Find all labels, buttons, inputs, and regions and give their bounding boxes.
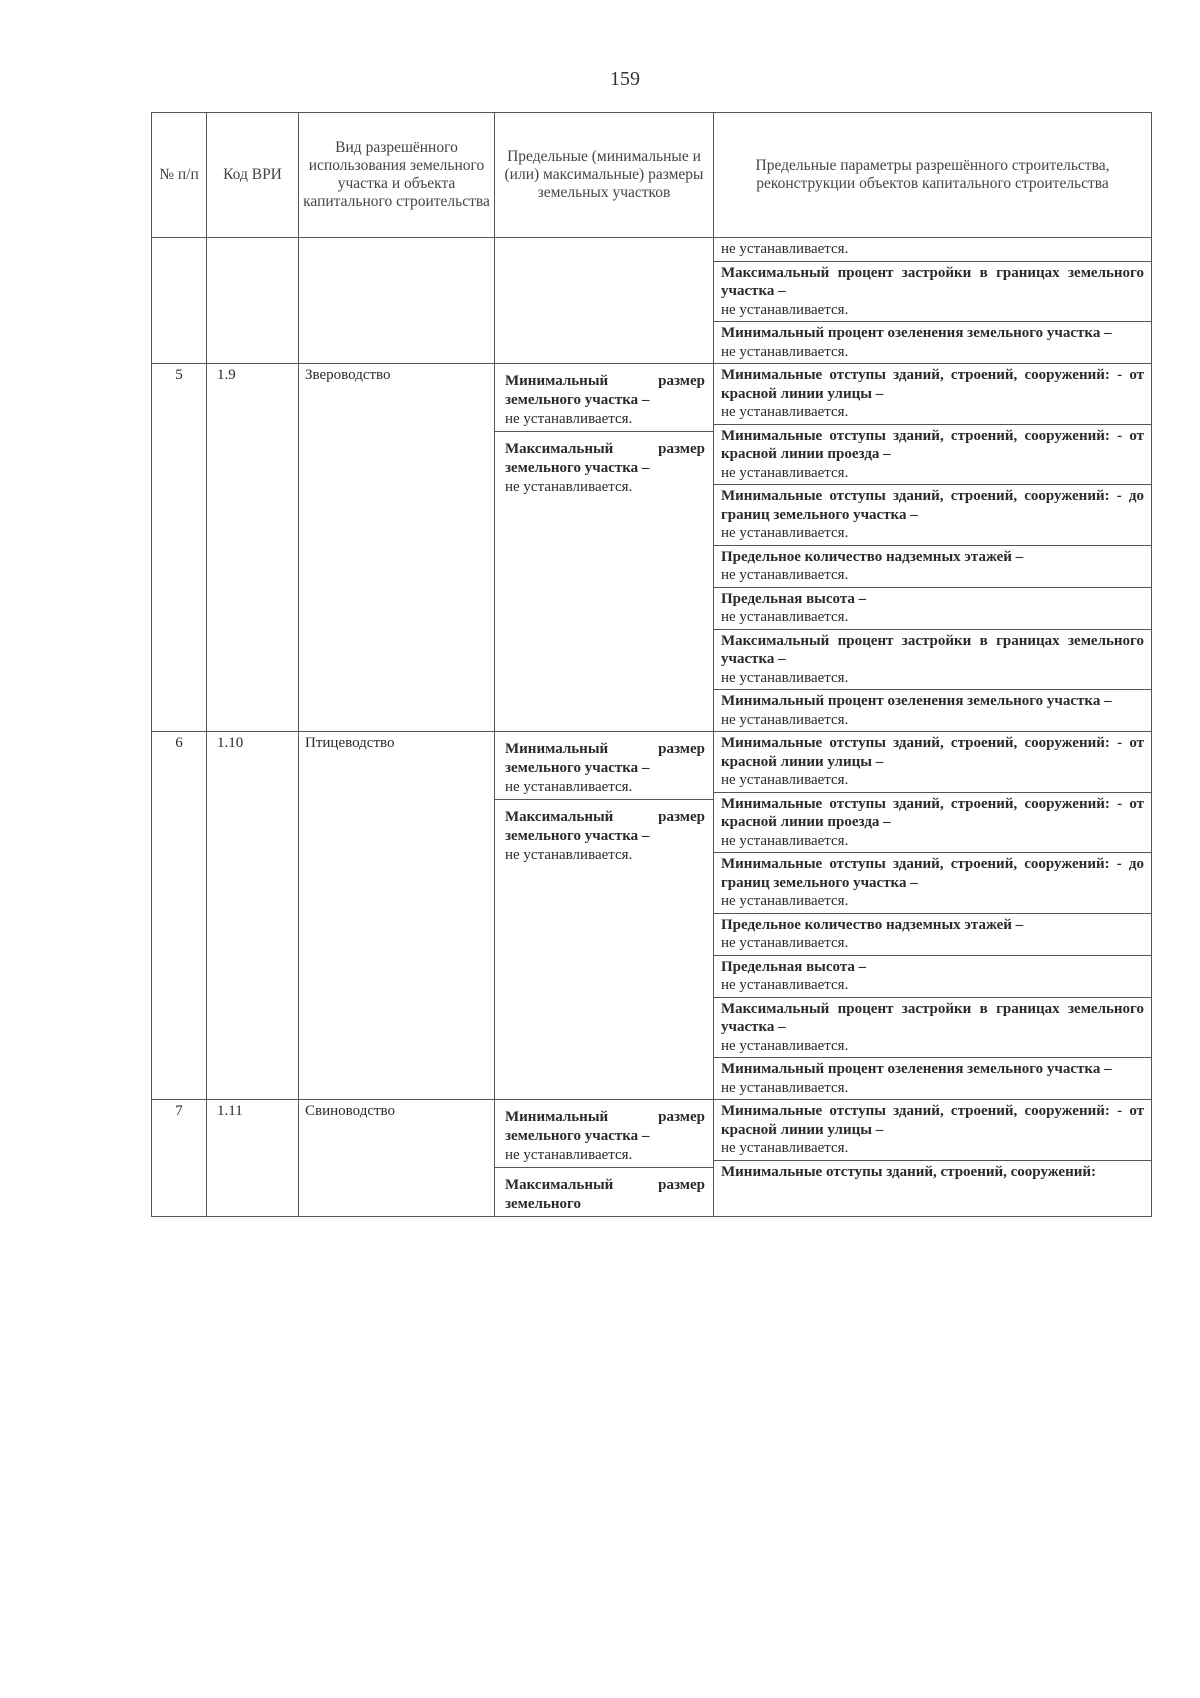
size-entry [495,431,713,499]
header-params: Предельные параметры разрешённого строительства, реконструкции объектов капитального строительства [714,113,1152,238]
row-number: 5 [175,367,183,383]
size-entry [495,732,713,799]
param-entry-label: Предельное количество надземных этажей – [721,548,1024,565]
param-entry-label: Минимальные отступы зданий, строений, сооружений: - от красной линии проезда – [721,427,1144,462]
continuation-row [152,238,1152,364]
size-entry-label: Максимальный размер земельного участка – [505,809,705,844]
sizes-stack [495,732,713,867]
param-entry [714,424,1151,485]
param-entry [714,689,1151,731]
param-entry [714,1160,1151,1184]
param-entry-label: Минимальные отступы зданий, строений, сооружений: - от красной линии проезда – [721,795,1144,830]
row-kind: Птицеводство [305,735,395,751]
header-kind: Вид разрешённого использования земельного участка и объекта капитального строительства [299,113,495,238]
param-entry-label: Предельная высота – [721,590,867,607]
param-entry-value: не устанавливается. [721,1140,849,1156]
param-entry [714,732,1151,792]
size-entry-label: Максимальный размер земельного [505,1177,705,1212]
param-entry-label: Минимальный процент озеленения земельного участка – [721,1061,1112,1077]
params-stack [714,1100,1151,1183]
row-code: 1.10 [217,735,244,751]
param-entry [714,997,1151,1058]
param-entry-label: Минимальные отступы зданий, строений, сооружений: - до границ земельного участка – [721,488,1144,523]
param-entry-value: не устанавливается. [721,977,849,993]
size-entry-value: не устанавливается. [505,411,633,427]
param-entry [714,364,1151,424]
param-entry-value: не устанавливается. [721,832,849,849]
row-code: 1.11 [217,1103,243,1119]
param-entry [714,261,1151,322]
size-entry-value: не устанавливается. [505,1147,633,1163]
params-stack [714,732,1151,1099]
param-entry [714,321,1151,363]
header-code: Код ВРИ [207,113,299,238]
param-entry-value: не устанавливается. [721,301,849,318]
param-entry-label: Предельное количество надземных этажей – [721,916,1024,933]
param-entry [714,1100,1151,1160]
row-number: 7 [175,1103,183,1119]
param-entry-value: не устанавливается. [721,669,849,686]
param-entry [714,629,1151,690]
param-entry-label: Минимальные отступы зданий, строений, сооружений: - от красной линии улицы – [721,1103,1144,1138]
size-entry-value: не устанавливается. [505,847,633,863]
param-entry-label: Минимальный процент озеленения земельного участка – [721,325,1112,341]
param-entry-label: Предельная высота – [721,958,867,975]
sizes-stack [495,1100,713,1216]
param-entry-value: не устанавливается. [721,404,849,420]
table-row [152,732,1152,1100]
param-entry-value: не устанавливается. [721,1079,849,1096]
size-entry [495,799,713,867]
size-entry [495,364,713,431]
param-entry-value: не устанавливается. [721,772,849,788]
size-entry-label: Максимальный размер земельного участка – [505,441,705,476]
size-entry-value: не устанавливается. [505,779,633,795]
row-code: 1.9 [217,367,236,383]
param-entry-value: не устанавливается. [721,343,849,360]
param-entry-value: не устанавливается. [721,711,849,728]
row-kind: Звероводство [305,367,391,383]
table-row [152,1100,1152,1217]
row-kind: Свиноводство [305,1103,396,1119]
param-entry [714,587,1151,629]
param-entry [714,955,1151,997]
param-entry-label: Минимальный процент озеленения земельного участка – [721,693,1112,709]
param-entry [714,1057,1151,1099]
param-entry-label: Минимальные отступы зданий, строений, сооружений: - от красной линии улицы – [721,367,1144,402]
header-num: № п/п [152,113,207,238]
table-header-row [152,113,1152,238]
param-entry [714,913,1151,955]
table-row [152,364,1152,732]
size-entry-label: Минимальный размер земельного участка – [505,1109,705,1144]
row-number: 6 [175,735,183,751]
sizes-stack [495,364,713,499]
param-entry [714,792,1151,853]
param-entry-value: не устанавливается. [721,935,849,951]
page-number: 159 [610,68,640,90]
table-body [152,238,1152,1217]
size-entry-value: не устанавливается. [505,479,633,495]
param-entry-label: Минимальные отступы зданий, строений, сооружений: [721,1163,1096,1180]
size-entry-label: Минимальный размер земельного участка – [505,373,705,408]
param-entry-label: Максимальный процент застройки в границах земельного участка – [721,1000,1144,1035]
param-entry-value: не устанавливается. [721,893,849,909]
param-entry-value: не устанавливается. [721,241,849,257]
size-entry-label: Минимальный размер земельного участка – [505,741,705,776]
param-entry-value: не устанавливается. [721,1037,849,1054]
param-entry [714,545,1151,587]
param-entry-value: не устанавливается. [721,609,849,625]
param-entry [714,484,1151,545]
param-entry-label: Минимальные отступы зданий, строений, сооружений: - от красной линии улицы – [721,735,1144,770]
param-entry-value: не устанавливается. [721,567,849,583]
zoning-table [151,112,1151,1217]
param-entry [714,238,1151,261]
continuation-params [714,238,1151,363]
size-entry [495,1167,713,1216]
param-entry-label: Максимальный процент застройки в границах земельного участка – [721,632,1144,667]
size-entry [495,1100,713,1167]
header-sizes: Предельные (минимальные и (или) максимальные) размеры земельных участков [495,113,714,238]
param-entry-label: Минимальные отступы зданий, строений, сооружений: - до границ земельного участка – [721,856,1144,891]
params-stack [714,364,1151,731]
param-entry-value: не устанавливается. [721,525,849,541]
param-entry [714,852,1151,913]
param-entry-label: Максимальный процент застройки в границах земельного участка – [721,264,1144,299]
param-entry-value: не устанавливается. [721,464,849,481]
